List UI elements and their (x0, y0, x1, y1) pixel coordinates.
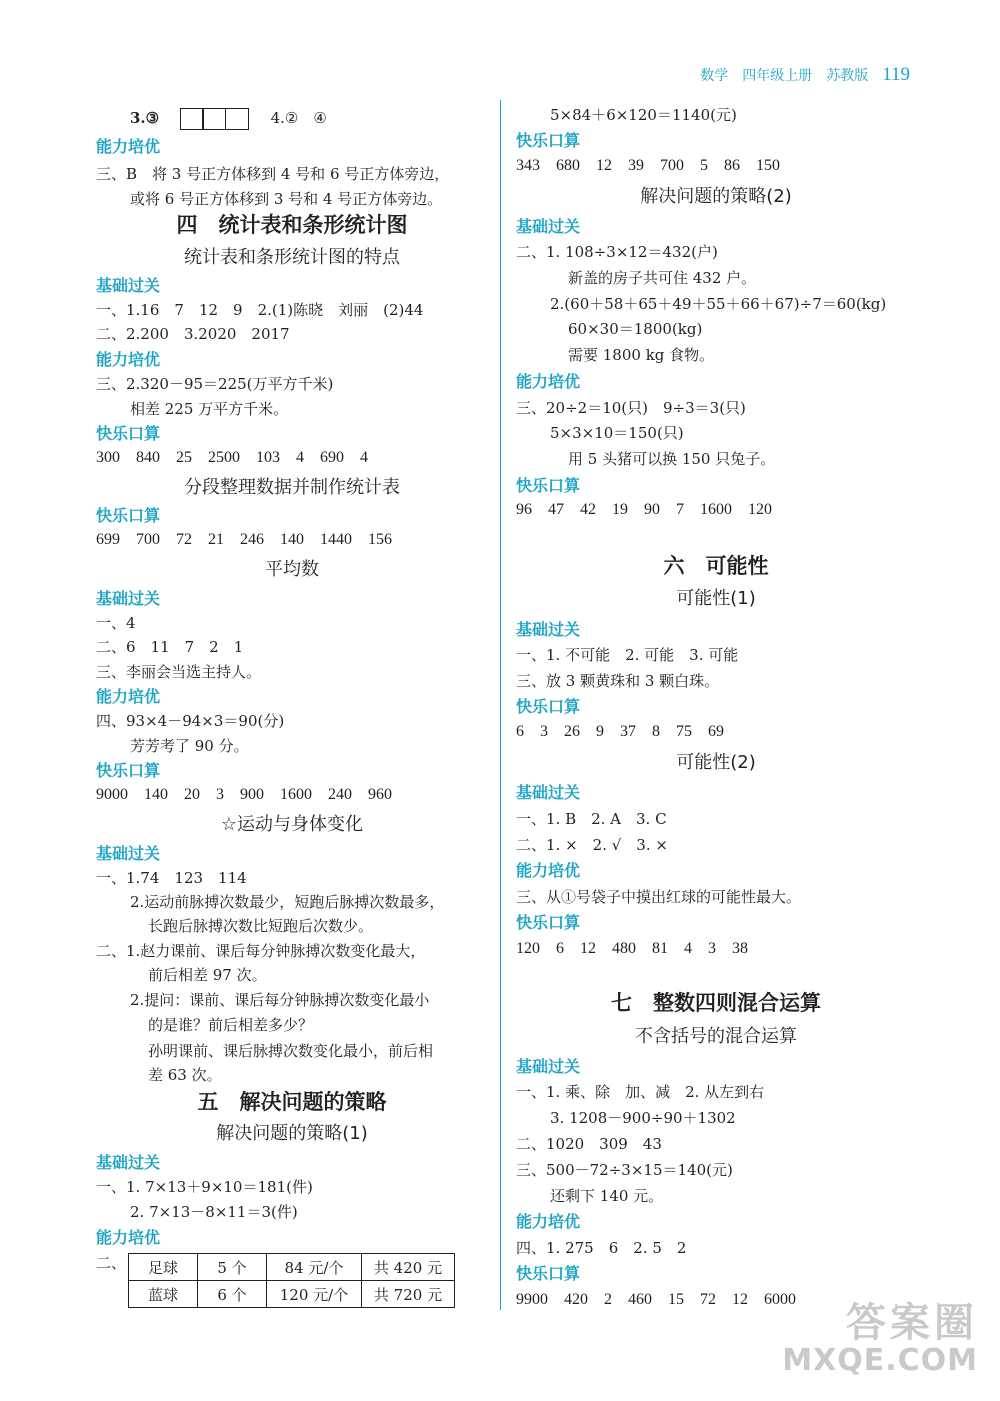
answer-line: 或将 6 号正方体移到 3 号和 4 号正方体旁边。 (130, 190, 443, 208)
answer-line: 芳芳考了 90 分。 (130, 737, 249, 755)
answer-line: 四、1. 275 6 2. 5 2 (516, 1239, 687, 1257)
answer-line: 一、1. 乘、除 加、减 2. 从左到右 (516, 1083, 765, 1101)
answer-line: 一、1. 7×13＋9×10＝181(件) (96, 1178, 313, 1196)
table-row (129, 1254, 455, 1281)
answer-line: 2.提问：课前、课后每分钟脉搏次数变化最小 (130, 991, 430, 1009)
answer-line: 用 5 头猪可以换 150 只兔子。 (568, 450, 776, 468)
answer-line: 5×3×10＝150(只) (550, 424, 684, 442)
section-label: 快乐口算 (516, 913, 581, 932)
watermark-text: 答案圈 (846, 1300, 978, 1346)
answer-line: 长跑后脉搏次数比短跑后次数少。 (148, 917, 374, 935)
answer-line: 一、1.16 7 12 9 2.(1)陈晓 刘丽 (2)44 (96, 301, 424, 319)
answer-line: 二、1. × 2. √ 3. × (516, 836, 668, 854)
table-cell: 84 元/个 (267, 1254, 362, 1281)
lesson-title: 可能性(1) (676, 588, 756, 609)
section-label: 基础过关 (96, 1153, 161, 1172)
answer-line: 三、放 3 颗黄珠和 3 颗白珠。 (516, 672, 720, 690)
table-row (129, 1281, 455, 1308)
header-subject: 数学 (700, 68, 729, 84)
header-edition: 苏教版 (826, 68, 869, 84)
mental-math-answers: 96 47 42 19 90 7 1600 120 (516, 501, 773, 518)
section-label: 快乐口算 (516, 697, 581, 716)
answer-line: 60×30＝1800(kg) (568, 320, 703, 338)
answer-line: 二、 (96, 1254, 127, 1272)
lesson-title: 解决问题的策略(1) (216, 1123, 368, 1144)
table-cell: 共 720 元 (362, 1281, 455, 1308)
lesson-title: 分段整理数据并制作统计表 (184, 477, 400, 498)
answer-line: 的是谁？前后相差多少？ (148, 1016, 314, 1034)
answer-line: 3. 1208－900÷90＋1302 (550, 1109, 736, 1127)
section-label: 快乐口算 (516, 131, 581, 150)
answer-line: 二、1020 309 43 (516, 1135, 662, 1153)
answer-line: 前后相差 97 次。 (148, 966, 267, 984)
answer-line: 三、500－72÷3×15＝140(元) (516, 1161, 733, 1179)
mental-math-answers: 699 700 72 21 246 140 1440 156 (96, 531, 393, 548)
section-label: 能力培优 (516, 1212, 581, 1231)
answer-line: 2.(60＋58＋65＋49＋55＋66＋67)÷7＝60(kg) (550, 295, 887, 313)
chapter-title: 五 解决问题的策略 (197, 1090, 387, 1114)
answer-line: 一、1. B 2. A 3. C (516, 810, 667, 828)
mental-math-answers: 6 3 26 9 37 8 75 69 (516, 723, 725, 740)
table-cell: 蓝球 (129, 1281, 198, 1308)
section-label: 能力培优 (96, 1228, 161, 1247)
table-cell: 共 420 元 (362, 1254, 455, 1281)
section-label: 能力培优 (516, 372, 581, 391)
chapter-title: 七 整数四则混合运算 (611, 991, 821, 1015)
mental-math-answers: 9000 140 20 3 900 1600 240 960 (96, 786, 393, 803)
answer-line: 三、2.320－95＝225(万平方千米) (96, 375, 334, 393)
table-cell: 6 个 (198, 1281, 267, 1308)
answer-line: 3.③ 4.② ④ (96, 107, 488, 130)
header-grade: 四年级上册 (742, 68, 813, 84)
answer-line: 三、从①号袋子中摸出红球的可能性最大。 (516, 888, 802, 906)
table-cell: 120 元/个 (267, 1281, 362, 1308)
section-label: 基础过关 (516, 620, 581, 639)
answer-line: 三、李丽会当选主持人。 (96, 663, 262, 681)
section-label: 基础过关 (96, 589, 161, 608)
answer-line: 5×84＋6×120＝1140(元) (550, 106, 737, 124)
mental-math-answers: 9900 420 2 460 15 72 12 6000 (516, 1291, 797, 1308)
lesson-title: 统计表和条形统计图的特点 (184, 247, 400, 268)
lesson-title: 平均数 (265, 559, 319, 580)
answer-line: 一、1.74 123 114 (96, 869, 247, 887)
answer-line: 二、1.赵力课前、课后每分钟脉搏次数变化最大， (96, 942, 426, 960)
answer-line: 孙明课前、课后脉搏次数变化最小，前后相 (148, 1042, 434, 1060)
section-label: 基础过关 (516, 217, 581, 236)
answer-line: 一、4 (96, 614, 136, 632)
answer-line: 需要 1800 kg 食物。 (568, 346, 715, 364)
section-label: 基础过关 (516, 783, 581, 802)
section-label: 快乐口算 (96, 761, 161, 780)
answer-line: 还剩下 140 元。 (550, 1187, 664, 1205)
section-label: 能力培优 (96, 137, 161, 156)
table-cell: 足球 (129, 1254, 198, 1281)
answer-line: 二、1. 108÷3×12＝432(户) (516, 243, 718, 261)
answer-line: 三、B 将 3 号正方体移到 4 号和 6 号正方体旁边， (96, 165, 450, 183)
table-cell: 5 个 (198, 1254, 267, 1281)
section-label: 基础过关 (96, 276, 161, 295)
section-label: 快乐口算 (96, 424, 161, 443)
section-label: 快乐口算 (516, 1264, 581, 1283)
section-label: 基础过关 (96, 844, 161, 863)
answer-line: 二、6 11 7 2 1 (96, 638, 244, 656)
watermark-logo (782, 1301, 978, 1377)
mental-math-answers: 300 840 25 2500 103 4 690 4 (96, 449, 369, 466)
watermark-url: MXQE.COM (782, 1343, 978, 1378)
answer-line: 相差 225 万平方千米。 (130, 400, 289, 418)
answer-line: 三、20÷2＝10(只) 9÷3＝3(只) (516, 399, 746, 417)
mental-math-answers: 343 680 12 39 700 5 86 150 (516, 157, 781, 174)
section-label: 能力培优 (96, 687, 161, 706)
section-label: 能力培优 (516, 861, 581, 880)
lesson-title: ☆运动与身体变化 (220, 814, 364, 835)
answer-line: 四、93×4－94×3＝90(分) (96, 712, 285, 730)
answer-line: 新盖的房子共可住 432 户。 (568, 269, 757, 287)
price-table (128, 1253, 455, 1308)
column-divider (500, 100, 501, 1310)
mental-math-answers: 120 6 12 480 81 4 3 38 (516, 940, 749, 957)
section-label: 基础过关 (516, 1057, 581, 1076)
lesson-title: 不含括号的混合运算 (635, 1026, 797, 1047)
page-header (700, 64, 910, 86)
answer-line: 二、2.200 3.2020 2017 (96, 325, 290, 343)
answer-line: 一、1. 不可能 2. 可能 3. 可能 (516, 646, 739, 664)
chapter-title: 四 统计表和条形统计图 (176, 213, 408, 237)
answer-line: 差 63 次。 (148, 1066, 222, 1084)
answer-line: 2. 7×13－8×11＝3(件) (130, 1203, 298, 1221)
answer-boxes (181, 108, 249, 130)
chapter-title: 六 可能性 (663, 554, 769, 578)
section-label: 快乐口算 (96, 506, 161, 525)
page-number: 119 (882, 64, 910, 85)
section-label: 能力培优 (96, 350, 161, 369)
answer-line: 2.运动前脉搏次数最少，短跑后脉搏次数最多， (130, 893, 445, 911)
lesson-title: 解决问题的策略(2) (640, 186, 792, 207)
lesson-title: 可能性(2) (676, 752, 756, 773)
section-label: 快乐口算 (516, 476, 581, 495)
